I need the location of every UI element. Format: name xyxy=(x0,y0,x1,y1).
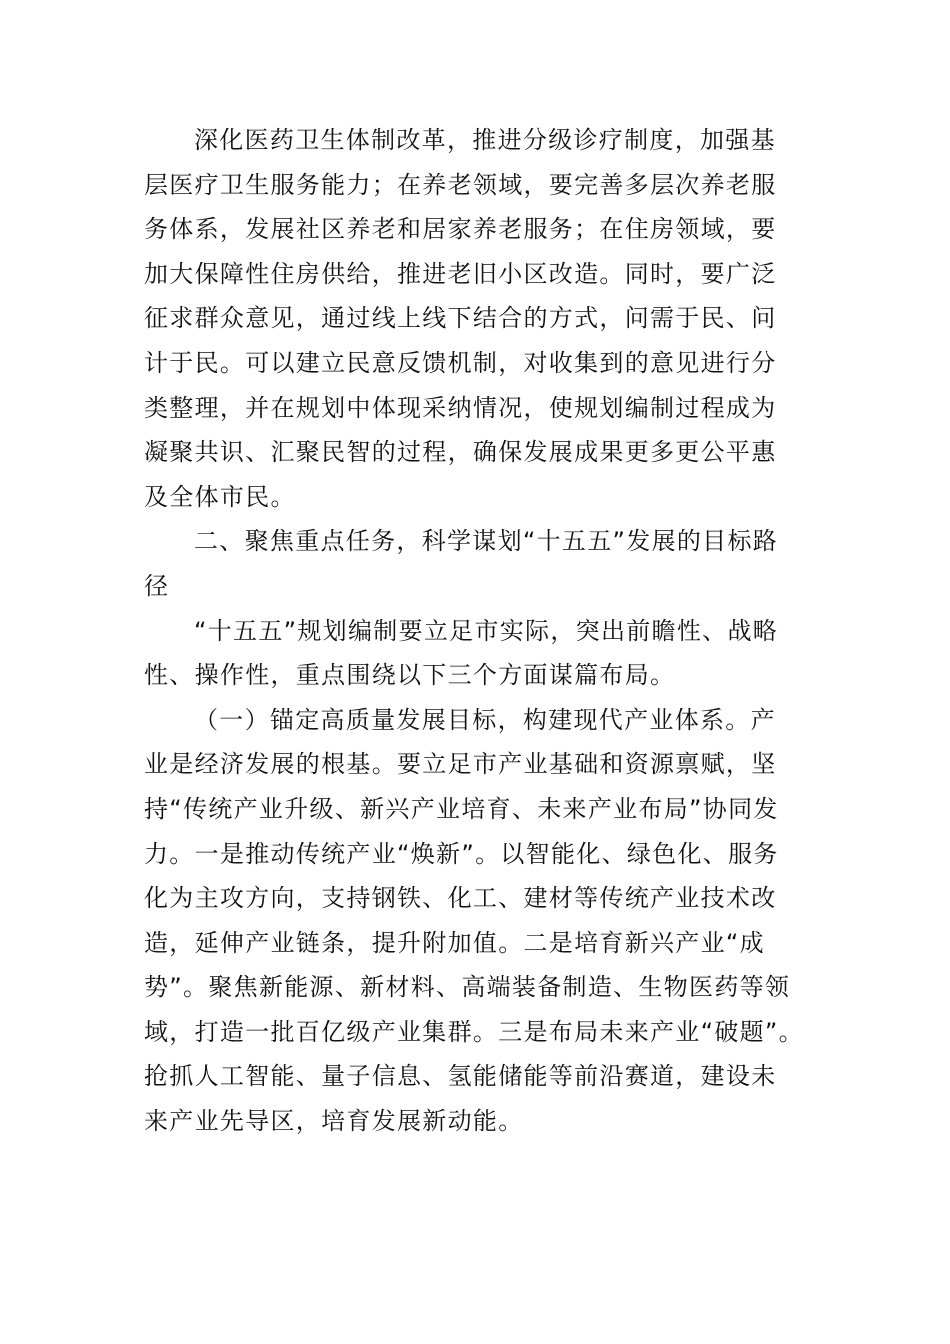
document-body xyxy=(144,118,809,1144)
section-heading-line: 径 xyxy=(144,571,170,600)
text-line: 加大保障性住房供给，推进老旧小区改造。同时，要广泛 xyxy=(144,259,777,288)
text-line: 计于民。可以建立民意反馈机制，对收集到的意见进行分 xyxy=(144,348,777,377)
text-line: 深化医药卫生体制改革，推进分级诊疗制度，加强基 xyxy=(194,126,776,154)
text-line: 抢抓人工智能、量子信息、氢能储能等前沿赛道，建设未 xyxy=(144,1062,777,1091)
text-line: 征求群众意见，通过线上线下结合的方式，问需于民、问 xyxy=(144,304,777,333)
text-line: “十五五”规划编制要立足市实际，突出前瞻性、战略 xyxy=(194,616,779,645)
text-line: 势”。聚焦新能源、新材料、高端装备制造、生物医药等领 xyxy=(144,973,791,1002)
text-line: 造，延伸产业链条，提升附加值。二是培育新兴产业“成 xyxy=(144,928,765,957)
text-line: 力。一是推动传统产业“焕新”。以智能化、绿色化、服务 xyxy=(144,839,779,868)
text-line: 及全体市民。 xyxy=(144,482,296,511)
text-line: 务体系，发展社区养老和居家养老服务；在住房领域，要 xyxy=(144,215,777,244)
text-line: 凝聚共识、汇聚民智的过程，确保发展成果更多更公平惠 xyxy=(144,438,777,467)
text-line: 持“传统产业升级、新兴产业培育、未来产业布局”协同发 xyxy=(144,794,779,823)
text-line: 层医疗卫生服务能力；在养老领域，要完善多层次养老服 xyxy=(144,170,777,199)
text-line: 来产业先导区，培育发展新动能。 xyxy=(144,1107,524,1136)
text-line: （一）锚定高质量发展目标，构建现代产业体系。产 xyxy=(194,705,776,734)
text-line: 化为主攻方向，支持钢铁、化工、建材等传统产业技术改 xyxy=(144,884,777,913)
text-line: 性、操作性，重点围绕以下三个方面谋篇布局。 xyxy=(144,661,676,690)
text-line: 类整理，并在规划中体现采纳情况，使规划编制过程成为 xyxy=(144,393,777,422)
text-line: 域，打造一批百亿级产业集群。三是布局未来产业“破题”。 xyxy=(144,1017,804,1046)
text-line: 业是经济发展的根基。要立足市产业基础和资源禀赋，坚 xyxy=(144,750,777,779)
section-heading-line: 二、聚焦重点任务，科学谋划“十五五”发展的目标路 xyxy=(194,527,779,556)
